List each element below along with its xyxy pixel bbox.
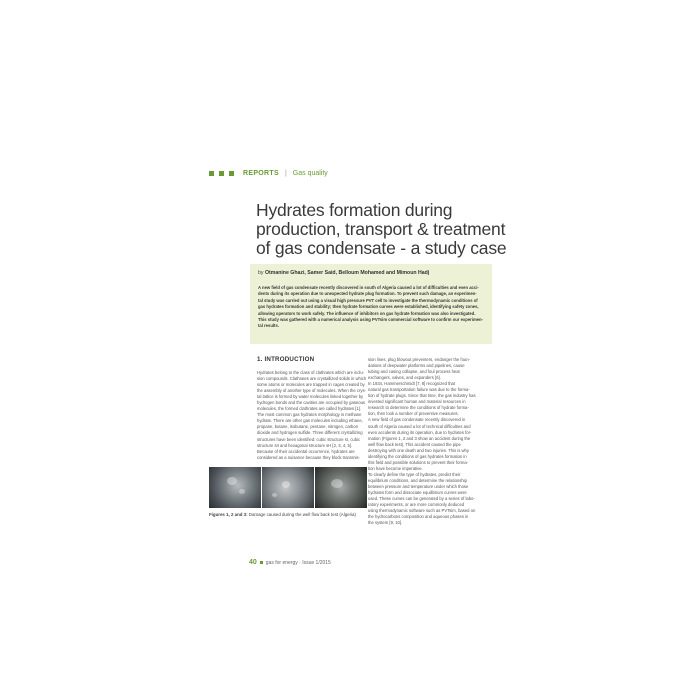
text-line: tal study was carried out using a visual high pressure PVT cell to investigate the thermodynamic conditions of — [258, 297, 478, 303]
figure-caption — [209, 512, 369, 517]
text-line: some atoms or molecules are trapped in cages created by — [257, 382, 365, 388]
text-line: Hydrates belong to the class of clathrates which are inclu- — [257, 370, 365, 375]
page-footer — [249, 559, 331, 566]
authors: Otmanine Ghazi, Samer Said, Belloum Mohamed and Mimoun Hadj — [264, 270, 430, 276]
header-separator: | — [284, 170, 287, 177]
title-line: Hydrates formation during — [256, 200, 453, 220]
text-line: propane, butane, isobutane, pentane, nitrogen, carbon — [257, 424, 359, 430]
text-line: hydrate. There are other gas molecules including ethane, — [257, 418, 363, 424]
text-line: destroying with one death and two injuries. This is why — [368, 447, 469, 453]
text-line: south of Algeria caused a lot of technical difficulties and — [368, 423, 471, 429]
section-header — [209, 170, 328, 177]
abstract-text — [258, 285, 484, 330]
figure-photo-2 — [262, 467, 314, 508]
title-line: production, transport & treatment — [256, 219, 506, 239]
text-line: used. These curves can be generated by a series of labo- — [368, 496, 475, 502]
text-line: gas hydrates formation and stability; then hydrate formation curves were established, identifying safety zones, — [258, 304, 479, 310]
text-line: mation (Figures 1, 2 and 3 show an accident during the — [368, 435, 471, 441]
page-number: 40 — [249, 559, 257, 566]
abstract-box — [250, 264, 492, 344]
caption-text: Damage caused during the well flow back test (Algeria) — [248, 512, 356, 517]
text-line: ratory experiments, or are more commonly deduced — [368, 502, 465, 508]
text-line: In 1934, Hammerschmidt [7, 8] recognized that — [368, 381, 456, 387]
text-line: tion, then look a number of preventive measures. — [368, 411, 459, 417]
text-line: allowing operators to work safely. The influence of inhibitors on gas hydrate formation was also investigated. — [258, 310, 476, 316]
text-line: hydrates form and dissociate equilibrium curves were — [368, 490, 467, 496]
section-label: REPORTS — [243, 170, 279, 177]
text-line: exchangers, valves, and expanders [6]. — [368, 375, 441, 381]
byline — [258, 270, 429, 276]
text-line: dents during its operation due to unexpected hydrate plug formation. To prevent such damage, an experimen- — [258, 291, 477, 297]
header-square-icon — [209, 171, 214, 176]
text-line: natural gas transportation failure was due to the forma- — [368, 387, 470, 393]
figure-photo-3 — [315, 467, 367, 508]
figure-photo-1 — [209, 467, 261, 508]
body-column-2 — [368, 357, 481, 526]
figure-photos — [209, 467, 367, 508]
text-line: hydrogen bonds and the cavities are occupied by gaseous — [257, 400, 366, 406]
text-line: between pressure and temperature under which those — [368, 483, 469, 489]
text-line: identifying the conditions of gas hydrates formation in — [368, 453, 467, 459]
text-line: the assembly of another type of molecules. When the crys- — [257, 388, 366, 394]
text-line: A new field of gas condensate recently discovered in — [368, 417, 466, 423]
footer-square-icon — [260, 561, 263, 564]
text-line: To clearly define the type of hydrates, predict their — [368, 471, 461, 477]
text-line: considered as a nuisance because they block transmis- — [257, 454, 360, 460]
header-square-icon — [219, 171, 224, 176]
article-title — [256, 200, 507, 258]
text-line: structure sII and hexagonal structure sH [2, 3, 4, 5]. — [257, 442, 353, 448]
text-line: tion have become imperative. — [368, 465, 423, 471]
text-line: tal lattice is formed by water molecules linked together by — [257, 394, 364, 400]
text-line: sion lines, plug blowout preventers, endanger the foun- — [368, 357, 470, 362]
text-line: tion of hydrate plugs. Since that time, the gas industry has — [368, 393, 476, 399]
text-line: dioxide and hydrogen sulfide. Three different crystallizing — [257, 430, 363, 436]
text-line: the hydrocarbons composition and aqueous phases in — [368, 514, 469, 520]
text-line: dations of deepwater platforms and pipelines, cause — [368, 363, 465, 369]
title-line: of gas condensate - a study case — [256, 238, 507, 258]
text-line: equilibrium conditions, and determine the relationship — [368, 477, 467, 483]
text-line: sion compounds. Clathrates are crystallized solids in which — [257, 376, 367, 382]
text-line: molecules, the formed clathrates are called hydrates [1]. — [257, 406, 362, 412]
text-line: invested significant human and material resources in — [368, 399, 466, 405]
text-line: structures have been identified: cubic structure sI, cubic — [257, 436, 361, 442]
text-line: even accidents during its operation, due to hydrates for- — [368, 429, 472, 435]
caption-label: Figures 1, 2 and 3: — [209, 512, 248, 517]
text-line: tubing and casing collapse, and foul process heat — [368, 369, 460, 375]
text-line: research to determine the conditions of hydrate forma- — [368, 405, 469, 411]
text-line: tal results. — [258, 323, 279, 329]
header-square-icon — [229, 171, 234, 176]
text-line: using thermodynamic software such as PVTsim, based on — [368, 508, 476, 514]
text-line: Because of their accidental occurrence, hydrates are — [257, 448, 355, 454]
text-line: this field and possible solutions to prevent their forma- — [368, 459, 469, 465]
text-line: This study was gathered with a numerical analysis using PVTsim commercial software to confirm our experimen- — [258, 317, 483, 323]
body-column-1 — [257, 370, 370, 461]
publication-name: gas for energy · Issue 1/2015 — [265, 559, 331, 566]
text-line: The most common gas hydrates morphology is methane — [257, 412, 362, 418]
text-line: A new field of gas condensate recently discovered in south of Algeria caused a lot of difficulties and even acci- — [258, 285, 479, 290]
by-label: by — [258, 270, 264, 276]
section-topic: Gas quality — [292, 170, 328, 177]
text-line: well flow back test). This accident caused the pipe — [368, 441, 461, 447]
section-heading: 1. INTRODUCTION — [257, 356, 315, 363]
text-line: the system [9, 10]. — [368, 520, 403, 526]
